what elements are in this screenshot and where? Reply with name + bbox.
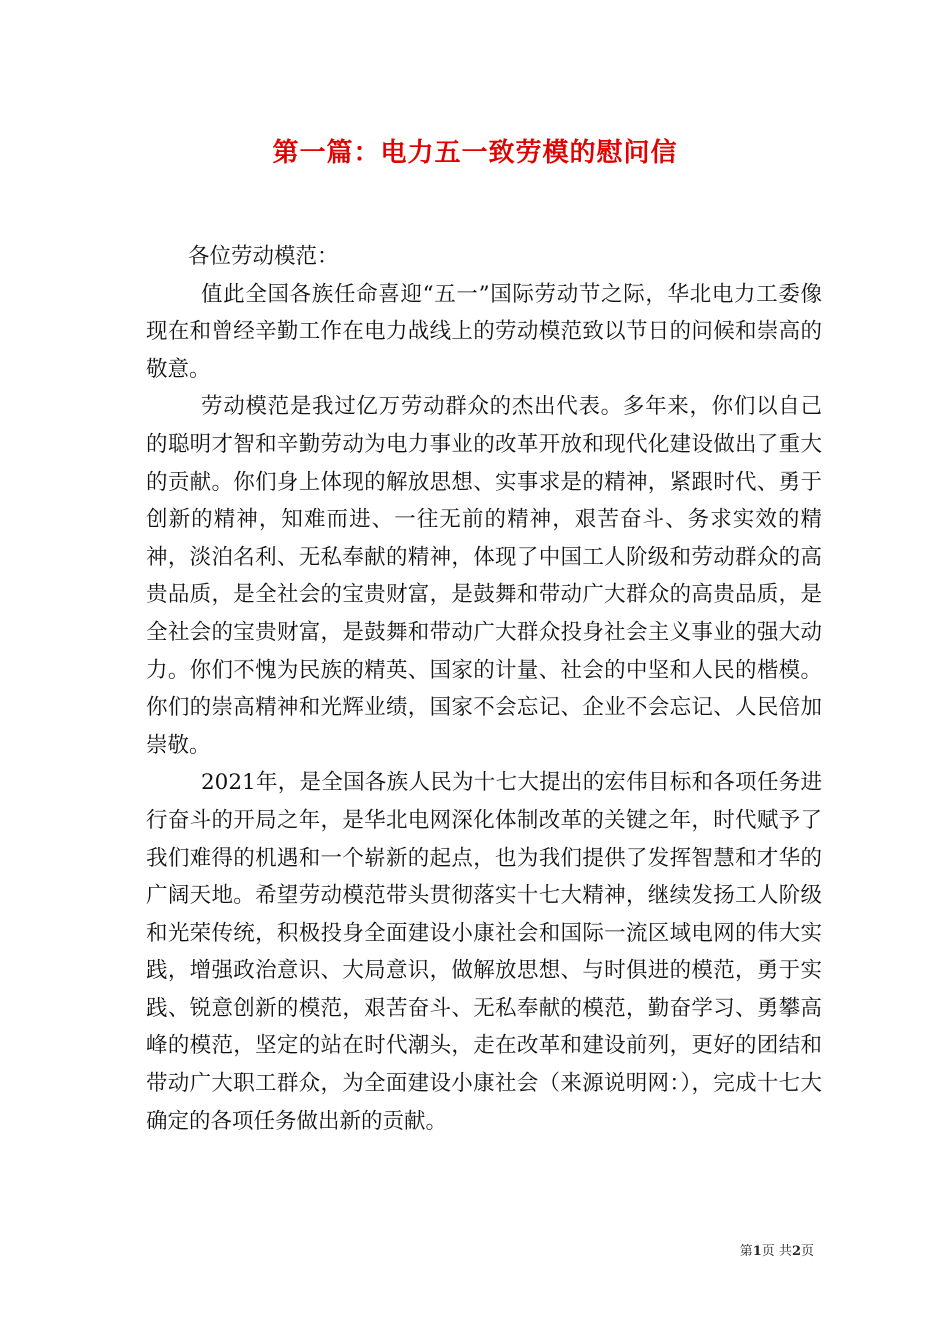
paragraph-tribute: 劳动模范是我过亿万劳动群众的杰出代表。多年来，你们以自己的聪明才智和辛勤劳动为电力事业的改革开放和现代化建设做出了重大的贡献。你们身上体现的解放思想、实事求是的精神，紧跟时代、勇于创新的精神，知难而进、一往无前的精神，艰苦奋斗、务求实效的精神，淡泊名利、无私奉献的精神，体现了中国工人阶级和劳动群众的高贵品质，是全社会的宝贵财富，是鼓舞和带动广大群众的高贵品质，是全社会的宝贵财富，是鼓舞和带动广大群众投身社会主义事业的强大动力。你们不愧为民族的精英、国家的计量、社会的中坚和人民的楷模。你们的崇高精神和光辉业绩，国家不会忘记、企业不会忘记、人民倍加崇敬。 xyxy=(146,394,822,758)
paragraph-greeting: 值此全国各族任命喜迎“五一”国际劳动节之际，华北电力工委像现在和曾经辛勤工作在电力战线上的劳动模范致以节日的问候和崇高的敬意。 xyxy=(146,281,822,382)
footer-current-page: 1 xyxy=(752,1244,762,1259)
footer-total-pages: 2 xyxy=(791,1244,801,1259)
footer-prefix: 第 xyxy=(739,1244,753,1259)
footer-suffix: 页 xyxy=(800,1244,814,1259)
letter-body xyxy=(146,238,822,1140)
footer-middle: 页 共 xyxy=(761,1244,792,1259)
page-number-footer xyxy=(704,1240,814,1259)
document-title: 第一篇：电力五一致劳模的慰问信 xyxy=(272,138,678,168)
paragraph-hopes: 2021年，是全国各族人民为十七大提出的宏伟目标和各项任务进行奋斗的开局之年，是华北电网深化体制改革的关键之年，时代赋予了我们难得的机遇和一个崭新的起点，也为我们提供了发挥智慧和才华的广阔天地。希望劳动模范带头贯彻落实十七大精神，继续发扬工人阶级和光荣传统，积极投身全面建设小康社会和国际一流区域电网的伟大实践，增强政治意识、大局意识，做解放思想、与时俱进的模范，勇于实践、锐意创新的模范，艰苦奋斗、无私奉献的模范，勤奋学习、勇攀高峰的模范，坚定的站在时代潮头，走在改革和建设前列，更好的团结和带动广大职工群众，为全面建设小康社会（来源说明网：），完成十七大确定的各项任务做出新的贡献。 xyxy=(146,770,822,1134)
salutation: 各位劳动模范： xyxy=(188,244,339,269)
